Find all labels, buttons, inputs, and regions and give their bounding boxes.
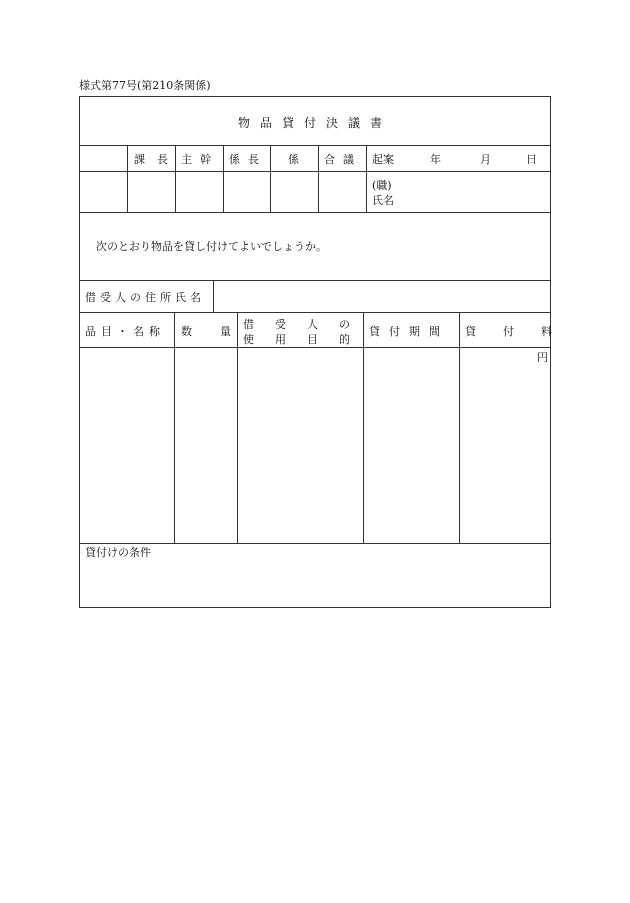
borrower-field[interactable] (214, 281, 550, 311)
request-text: 次のとおり物品を貸し付けてよいでしょうか。 (96, 240, 327, 253)
conditions-label: 貸付けの条件 (85, 546, 151, 559)
day-label: 日 (526, 153, 537, 166)
loan-decision-form (79, 96, 579, 608)
quantity-header: 数 量 (181, 325, 231, 338)
fee-header: 貸付料 (465, 325, 579, 338)
kacho-label: 課 長 (134, 153, 168, 166)
shoku-label: (職) (372, 179, 392, 192)
borrower-label: 借受人の住所氏名 (85, 291, 205, 304)
aigi-label: 合議 (324, 153, 362, 166)
purpose-header-line1: 借受人の (243, 318, 371, 331)
shukan-label: 主幹 (181, 153, 219, 166)
item-name-header: 品目・名称 (85, 325, 165, 338)
form-title: 物品貸付決議書 (237, 116, 392, 130)
kakaricho-label: 係長 (229, 153, 267, 166)
form-number: 様式第77号(第210条関係) (79, 79, 211, 92)
shimei-label: 氏名 (372, 194, 394, 207)
period-header: 貸付期間 (369, 325, 449, 338)
purpose-header-line2: 使用目的 (243, 333, 371, 346)
kian-label: 起案 (372, 153, 394, 166)
kakari-label: 係 (288, 153, 299, 166)
conditions-field[interactable] (80, 559, 550, 607)
month-label: 月 (480, 153, 491, 166)
currency-unit: 円 (537, 351, 548, 364)
year-label: 年 (430, 153, 441, 166)
